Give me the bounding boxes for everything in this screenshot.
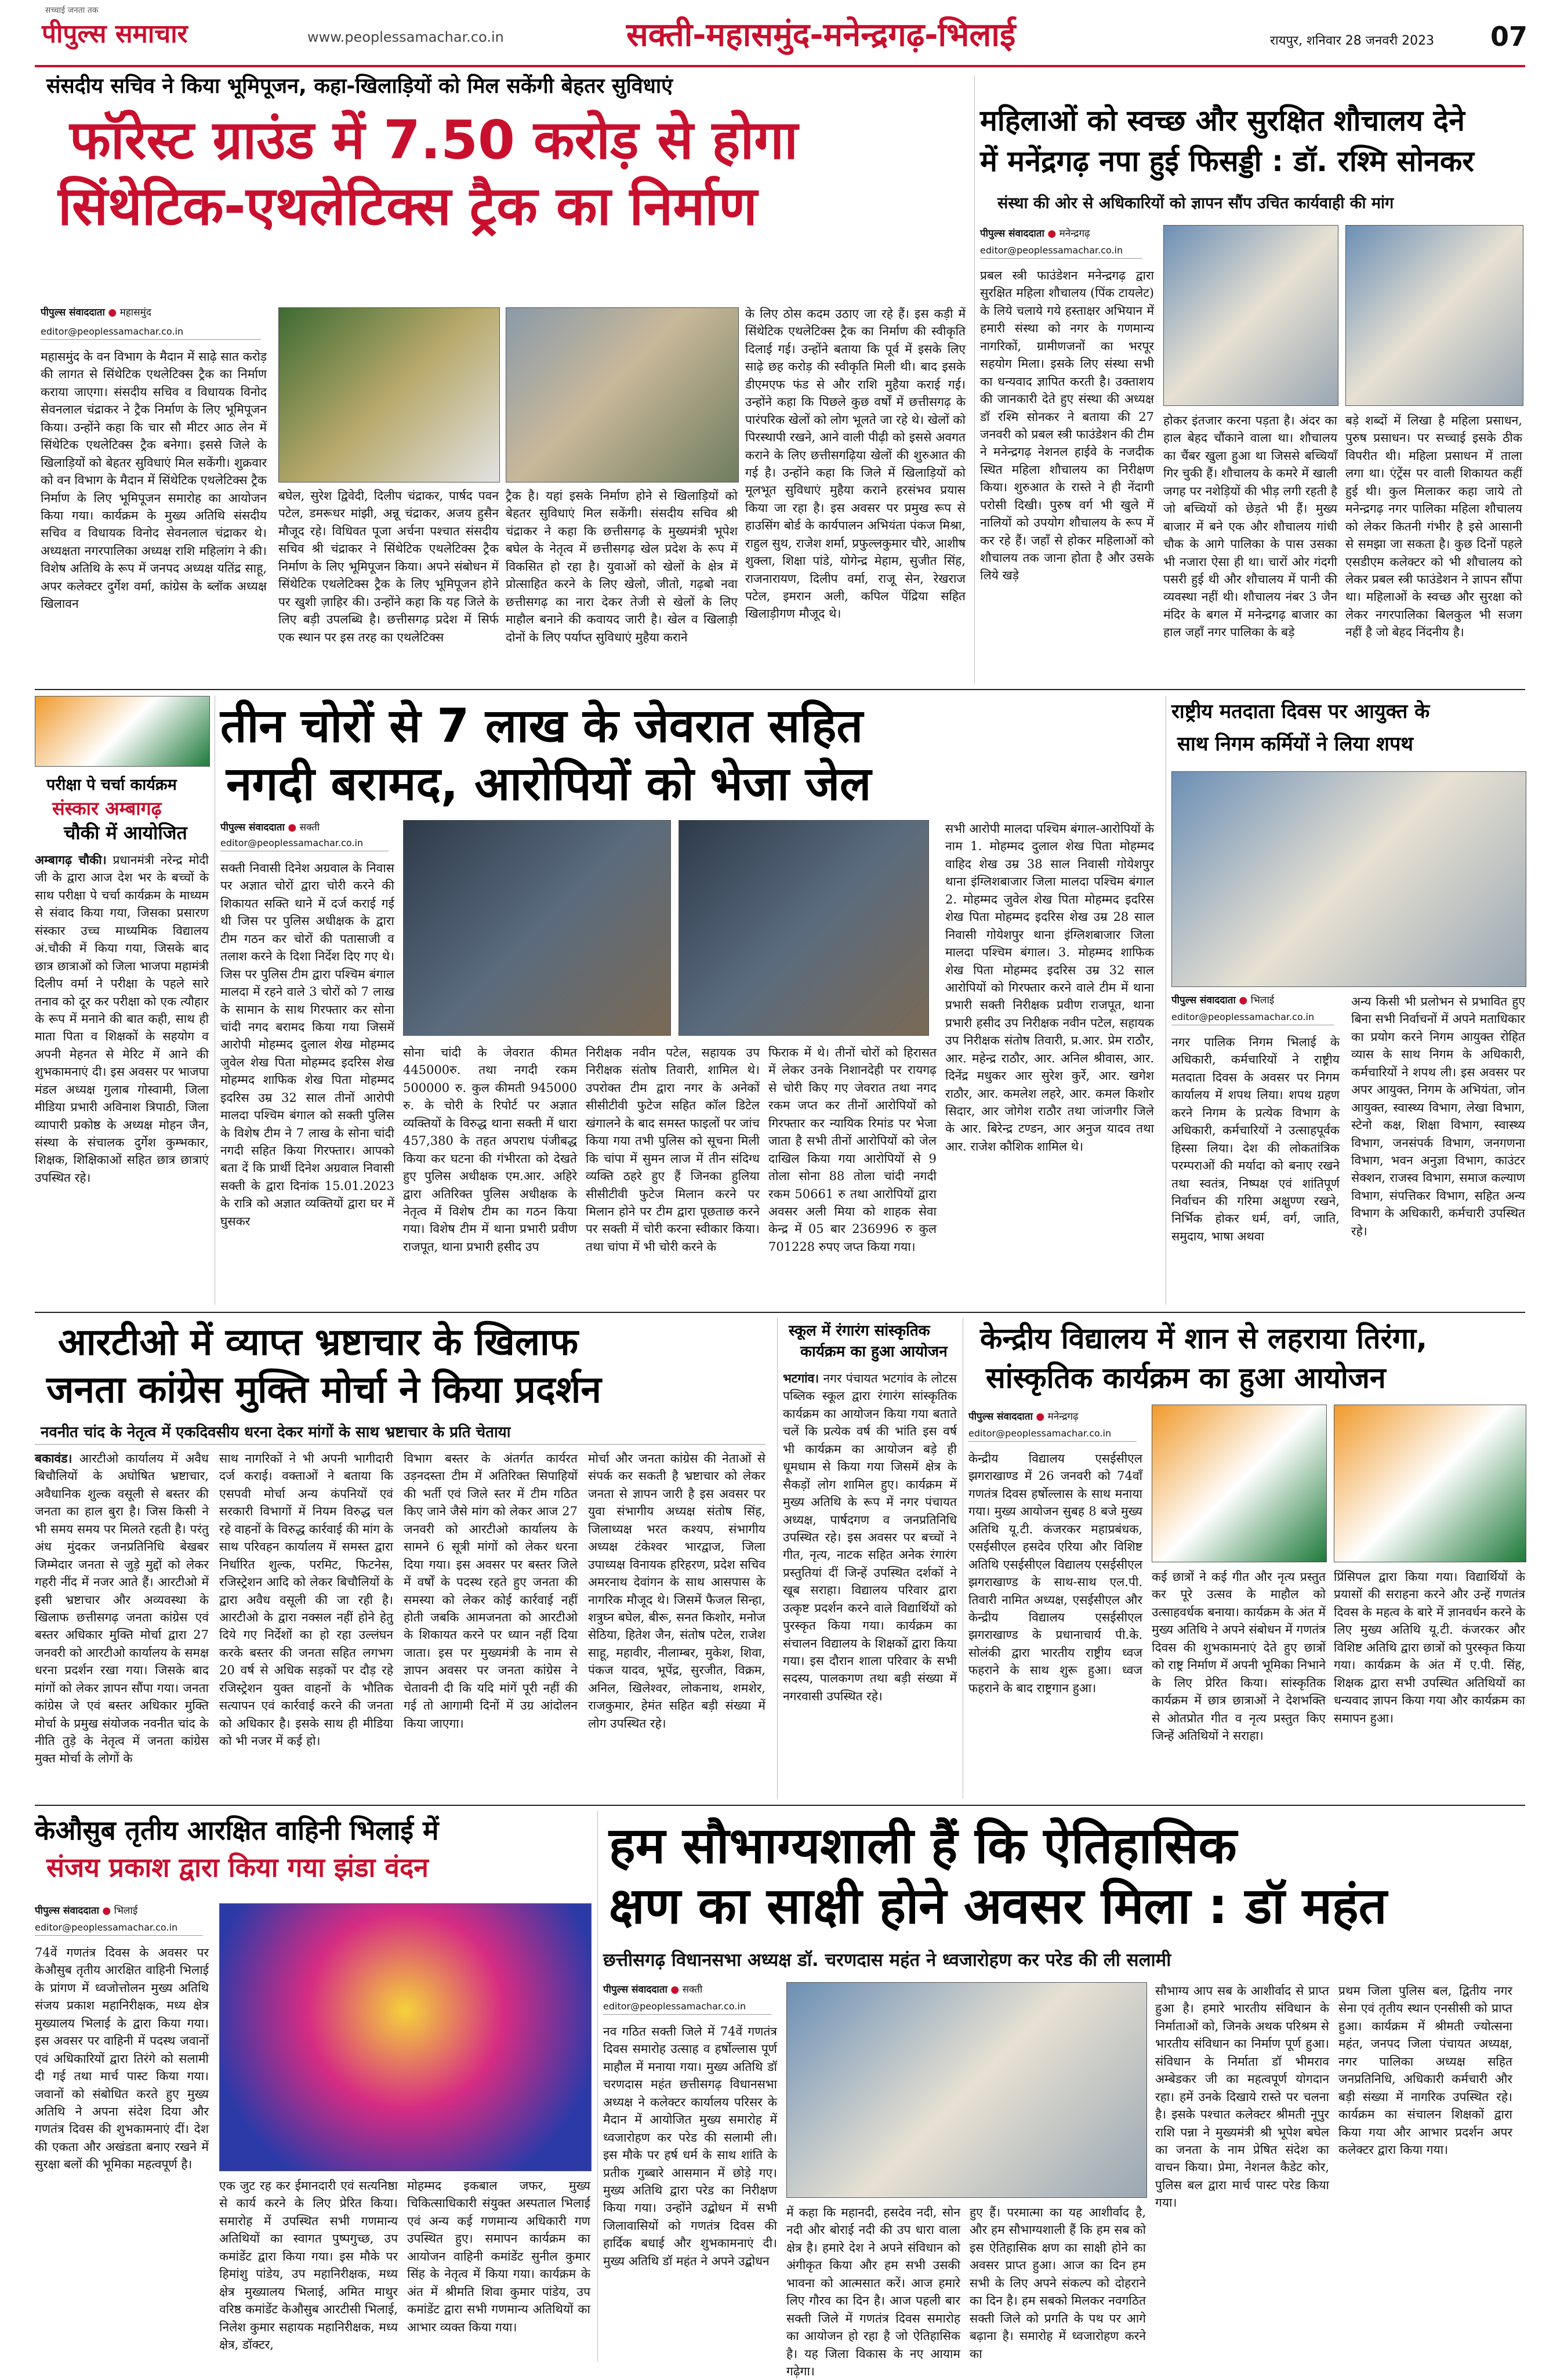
- divider-v4: [777, 1318, 778, 1799]
- byline-place: मनेन्द्रगढ़: [1047, 1411, 1079, 1423]
- byline-name: पीपुल्स संवाददाता: [35, 1905, 99, 1917]
- divider-v6: [597, 1811, 598, 2361]
- article9-col2: एक जुट रह कर ईमानदारी एवं सत्यनिष्ठा से कार्य करने के लिए प्रेरित किया। समारोह में उपस्थित सभी गणमान्य अतिथियों का स्वागत पुष्पगुच्छ, उप कमांडेंट द्वारा किया गया। इस मौके पर हिमांशु पांडेय, उप महानिरीक्षक, मध्य क्षेत्र मुख्यालय भिलाई, अमित माथुर वरिष्ठ कमांडेंट केऔसुब आरटीसी भिलाई, निलेश कुमार सहायक महानिरीक्षक, मध्य क्षेत्र, डॉक्टर,: [219, 2179, 398, 2352]
- article8-email: editor@peoplessamachar.co.in: [968, 1428, 1137, 1442]
- region-sakti: सक्ती: [626, 16, 693, 54]
- article1-headline-1: फॉरेस्ट ग्राउंड में 7.50 करोड़ से होगा: [70, 109, 798, 171]
- article8-col1: केन्द्रीय विद्यालय एसईसीएल झगराखाण्ड में 26 जनवरी को 74वाँ गणतंत्र दिवस हर्षोल्लास के साथ मनाया गया। मुख्य आयोजन सुबह 8 बजे मुख्य अतिथि यू.टी. कंजरकर महाप्रबंधक, एसईसीएल हसदेव एरिया और विशिष्ट अतिथि एसईसीएल विद्यालय एसईसीएल झगराखाण्ड के साथ-साथ एल.पी. तिवारी नामित अध्यक्ष, एसईसीएल और केन्द्रीय विद्यालय एसईसीएल झगराखाण्ड के प्रधानाचार्य पी.के. सोलंकी द्वारा भारतीय राष्ट्रीय ध्वज फहराने के साथ शुरू हुआ। ध्वज फहराने के बाद राष्ट्रगान हुआ।: [968, 1452, 1142, 1695]
- article5-photo: [1171, 771, 1526, 987]
- article5-col2: अन्य किसी भी प्रलोभन से प्रभावित हुए बिना सभी निर्वाचनों में अपने मताधिकार का प्रयोग करने निगम आयुक्त रोहित व्यास के साथ निगम के अधिकारी, कर्मचारियों ने शपथ ली। इस अवसर पर अपर आयुक्त, निगम के अभियंता, जोन आयुक्त, स्वास्थ्य विभाग, लेखा विभाग, स्टेनो कक्ष, शिक्षा विभाग, स्वास्थ्य विभाग, जनसंपर्क विभाग, जनगणना विभाग, भवन अनुज्ञा विभाग, काउंटर सेक्शन, राजस्व विभाग, समाज कल्याण विभाग, संपत्तिकर विभाग, सहित अन्य विभाग के अधिकारी, कर्मचारी उपस्थित रहे।: [1351, 995, 1525, 1238]
- article1-byline: पीपुल्स संवाददाता ● महासमुंद: [41, 307, 151, 318]
- article8-photo-2: [1334, 1405, 1526, 1562]
- article5-headline-2: साथ निगम कर्मियों ने लिया शपथ: [1177, 732, 1414, 756]
- article2-col2: होकर इंतजार करना पड़ता है। अंदर का हाल बेहद चौंकाने वाला था। शौचालय का चैंबर खुला हुआ था जिससे बच्चियाँ गिर चुकी हैं। शौचालय के कमरे में खाली जगह पर नशेड़ियों की भीड़ लगी रहती है जो बच्चियों को छेड़ते भी हैं। मुख्य बाजार में बने एक और शौचालय गांधी चौक के आगे पालिका के पास उसका भी नजारा ऐसा ही था। चारों ओर गंदगी पसरी हुई थी और शौचालय में पानी की व्यवस्था नहीं थी। शौचालय नंबर 3 जैन मंदिर के बगल में मनेन्द्रगढ़ बाजार का हाल जहाँ नगर पालिका के बड़े: [1163, 413, 1337, 640]
- byline-name: पीपुल्स संवाददाता: [41, 307, 105, 318]
- article-dr-mahant: [603, 1811, 1525, 2378]
- article5-col1: नगर पालिक निगम भिलाई के अधिकारी, कर्मचारियों ने राष्ट्रीय मतदाता दिवस के अवसर पर निगम कार्यालय में शपथ लिया। शपथ ग्रहण करने निगम के प्रत्येक विभाग के अधिकारी, कर्मचारियों ने उत्साहपूर्वक हिस्सा लिया। देश की लोकतांत्रिक परम्पराओं की मर्यादा को बनाए रखने तथा स्वतंत्र, निष्पक्ष एवं शांतिपूर्ण निर्वाचन की गरिमा अक्षुण्ण रखने, निर्भिक होकर धर्म, वर्ग, जाति, समुदाय, भाषा अथवा: [1171, 1035, 1340, 1243]
- article5-headline-1: राष्ट्रीय मतदाता दिवस पर आयुक्त के: [1171, 700, 1430, 723]
- article8-byline: पीपुल्स संवाददाता ● मनेन्द्रगढ़: [968, 1411, 1079, 1423]
- article4-headline-3: चौकी में आयोजित: [64, 822, 187, 844]
- article9-photo: [219, 1903, 592, 2171]
- masthead-website: www.peoplessamachar.co.in: [307, 29, 504, 45]
- article-forest-ground: [35, 75, 968, 690]
- article8-headline-2: सांस्कृतिक कार्यक्रम का हुआ आयोजन: [986, 1361, 1386, 1395]
- article1-kicker: संसदीय सचिव ने किया भूमिपूजन, कहा-खिलाड़ियों को मिल सकेंगी बेहतर सुविधाएं: [46, 74, 673, 98]
- article2-col3: बड़े शब्दों में लिखा है महिला प्रसाधन, पुरुष प्रसाधन। पर सच्चाई इसके ठीक विपरीत थी। महिला प्रसाधन में ताला लगा था। एंट्रेंस पर वाली शिकायत कहीं हुई थी। कुल मिलाकर कहा जाये तो मनेन्द्रगढ़ नगर पालिका महिला शौचालय को लेकर कितनी गंभीर है इसे आसानी से समझा जा सकता है। कुछ दिनों पहले एसडीएम कलेक्टर को भी शौचालय को लेकर प्रबल स्त्री फाउंडेशन ने ज्ञापन सौंपा था। महिलाओं के स्वच्छ और सुरक्षा को लेकर नगरपालिका बिलकुल भी सजग नहीं है जो बेहद निंदनीय है।: [1345, 413, 1522, 640]
- article2-headline-1: महिलाओं को स्वच्छ और सुरक्षित शौचालय देने: [980, 104, 1465, 137]
- page-number: 07: [1490, 21, 1528, 52]
- divider-h3: [35, 1805, 1525, 1806]
- byline-name: पीपुल्स संवाददाता: [603, 1984, 667, 1996]
- article6-col4: मोर्चा और जनता कांग्रेस की नेताओं से संपर्क कर सकती है भ्रष्टाचार को लेकर जनता से ज्ञापन जारी है इस अवसर पर युवा संभागीय अध्यक्ष संतोष सिंह, जिलाध्यक्ष भरत कश्यप, संभागीय अध्यक्ष टंकेश्वर भारद्वाज, जिला उपाध्यक्ष विनायक हरिहरण, प्रदेश सचिव अमरनाथ देवांगन के साथ आसपास के नागरिक मौजूद थे। जिसमें फैजल सिन्हा, शत्रुघ्न बघेल, बीरू, सनत किशोर, मनोज सेठिया, हितेश जैन, संतोष पटेल, राजेश साहू, महावीर, नीलाम्बर, मुकेश, शिवा, पंकज यादव, भूपेंद्र, सुरजीत, विक्रम, अनिल, खिलेश्वर, लोकनाथ, शमशेर, राजकुमार, हेमंत सहित बड़ी संख्या में लोग उपस्थित रहे।: [588, 1452, 765, 1730]
- article3-headline-2: नगदी बरामद, आरोपियों को भेजा जेल: [226, 757, 872, 811]
- article6-col3: विभाग बस्तर के अंतर्गत कार्यरत उड़नदस्ता टीम में अतिरिक्त सिपाहियों की भर्ती एवं जिले स्तर में टीम गठित किए जाने जैसे मांग को लेकर आज 27 जनवरी को आरटीओ कार्यालय के सामने 6 सूत्री मांगों को लेकर धरना दिया गया। इस अवसर पर बस्तर जिले में वर्षों के पदस्थ रहते हुए जनता की समस्या को लेकर कोई कार्रवाई नहीं होती जबकि आमजनता को आरटीओ के शिकायत करने पर ध्यान नहीं दिया जाता। इस पर मुख्यमंत्री के नाम से ज्ञापन अवसर पर जनता कांग्रेस ने चेतावनी दी कि यदि मांगें पूरी नहीं की गई तो आगामी दिनों में उग्र आंदोलन किया जाएगा।: [404, 1452, 578, 1730]
- article3-col5: सभी आरोपी मालदा पश्चिम बंगाल-आरोपियों के नाम 1. मोहम्मद दुलाल शेख पिता मोहम्मद वाहिद शेख उम्र 38 साल निवासी गोयेशपुर थाना इंग्लिशबाजार जिला मालदा पश्चिम बंगाल 2. मोहम्मद जुवेल शेख पिता मोहम्मद इदरिस शेख पिता मोहम्मद इदरिस शेख उम्र 28 साल निवासी गोयेशपुर थाना इंग्लिशबाजार जिला मालदा पश्चिम बंगाल। 3. मोहम्मद शाफिक शेख पिता मोहम्मद इदरिस उम्र 32 साल आरोपियों को गिरफ्तार करने वाले टीम में थाना प्रभारी सक्ती निरीक्षक प्रवीण राजपूत, थाना प्रभारी हसीद उप निरीक्षक नवीन पटेल, सहायक उप निरीक्षक संतोष तिवारी, प्र.आर. प्रेम राठौर, आर. महेन्द्र राठौर, आर. अनिल श्रीवास, आर. दिनेंद्र मधुकर आर सुरेश कुर्रे, आर. खगेश राठौर, आर. कमलेश लहरे, आर. कमल किशोर सिदार, आर जोगेश राठौर तथा जांजगीर जिले के आर. बिरेन्द्र टण्डन, आर अनुज यादव तथा आर. राजेश कौशिक शामिल थे।: [945, 822, 1154, 1153]
- article1-col2: बघेल, सुरेश द्विवेदी, दिलीप चंद्राकर, पार्षद पवन पटेल, डमरूधर मांझी, अन्नू चंद्राकर, अजय हुसैन मौजूद रहे। विधिवत पूजा अर्चना पश्चात संसदीय सचिव श्री चंद्राकर ने सिंथेटिक एथलेटिक्स ट्रैक निर्माण के लिए भूमिपूजन किया। अपने संबोधन में सिंथेटिक एथलेटिक्स ट्रैक के लिए भूमिपूजन होने पर खुशी ज़ाहिर की। उन्होंने कहा कि यह जिले के लिए बड़ी उपलब्धि है। छत्तीसगढ़ प्रदेश में सिर्फ एक स्थान पर इस तरह का एथलेटिक्स: [278, 489, 499, 644]
- article-women-toilet: [980, 75, 1525, 690]
- article6-lead: बकावंड।: [35, 1451, 72, 1465]
- article5-byline: पीपुल्स संवाददाता ● भिलाई: [1171, 995, 1275, 1006]
- article9-byline: पीपुल्स संवाददाता ● भिलाई: [35, 1905, 138, 1917]
- masthead-logo: पीपुल्स समाचार: [42, 19, 188, 49]
- article5-email: editor@peoplessamachar.co.in: [1171, 1011, 1334, 1025]
- article1-col4: के लिए ठोस कदम उठाए जा रहे हैं। इस कड़ी में सिंथेटिक एथलेटिक्स ट्रैक का निर्माण की स्वीकृति दिलाई गई। उन्होंने बताया कि पूर्व में इसके लिए साढ़े छह करोड़ की स्वीकृति मिली थी। बाद इसके डीएमएफ फंड से और राशि मुहैया कराई गई। उन्होंने कहा कि पिछले कुछ वर्षों में छत्तीसगढ़ के पारंपरिक खेलों को लोग भूलते जा रहे थे। खेलों को पिरस्थापी रखने, आने वाली पीढ़ी को इससे अवगत कराने के लिए छत्तीसगढ़िया खेलों की शुरुआत की गई है। उन्होंने कहा कि जिले में खिलाड़ियों को मूलभूत सुविधाएं मुहैया कराने हरसंभव प्रयास किया जा रहा है। इस अवसर पर प्रमुख रूप से हाउसिंग बोर्ड के कार्यपालन अभियंता पंकज मिश्रा, राहुल सुथ, राजेश शर्मा, प्रफुल्लकुमार चौरे, आशीष शुक्ला, शिक्षा पांडे, योगेन्द्र मेहाम, सुजीत सिंह, राजनारायण, दिलीप वर्मा, राजू सेन, रेखराज पटेल, इमरान अली, कपिल पेंद्रिया सहित खिलाड़ीगण मौजूद थे।: [745, 307, 966, 621]
- region-manendragarh: मनेन्द्रगढ़: [823, 16, 925, 54]
- article4-headline-1: परीक्षा पे चर्चा कार्यक्रम: [46, 776, 177, 794]
- article6-col1-text: आरटीओ कार्यालय में अवैध बिचौलियों के अघोषित भ्रष्टाचार, अवैधानिक शुल्क वसूली से बस्तर की जनता का हाल बुरा है। जिस किसी ने भी समय समय पर मिलते रहती है। परंतु अंध मुंदकर जनप्रतिनिधि बेखबर जिम्मेदार जनता से जुड़े मुद्दों को लेकर गहरी नींद में नजर आते हैं। आरटीओ में इसी भ्रष्टाचार और अव्यवस्था के खिलाफ छत्तीसगढ़ जनता कांग्रेस एवं बस्तर अधिकार मुक्ति मोर्चा द्वारा 27 जनवरी को आरटीओ कार्यालय के समक्ष धरना प्रदर्शन रखा गया। जिसके बाद मांगों को लेकर ज्ञापन सौंपा गया। जनता कांग्रेस जे एवं बस्तर अधिकार मुक्ति मोर्चा के प्रमुख संयोजक नवनीत चांद के नीति तुड़े के नेतृत्व में जनता कांग्रेस मुक्त मोर्चा के लोगों के: [35, 1452, 209, 1766]
- article9-headline-2: संजय प्रकाश द्वारा किया गया झंडा वंदन: [46, 1852, 429, 1883]
- article7-headline-2: कार्यक्रम का हुआ आयोजन: [800, 1343, 948, 1360]
- article-kv-republic-day: [968, 1318, 1525, 1805]
- article3-photo-2: [678, 820, 929, 1036]
- article9-col3: मोहम्मद इकबाल जफर, मुख्य चिकित्साधिकारी संयुक्त अस्पताल भिलाई एवं अन्य कई गणमान्य अधिकारी गण उपस्थित हुए। समापन कार्यक्रम का आयोजन वाहिनी कमांडेंट सुनील कुमार सिंह के नेतृत्व में किया गया। कार्यक्रम के अंत में श्रीमति शिवा कुमार पांडेय, उप कमांडेंट द्वारा सभी गणमान्य अतिथियों का आभार व्यक्त किया गया।: [407, 2179, 590, 2334]
- article8-col2: कई छात्रों ने कई गीत और नृत्य प्रस्तुत कर पूरे उत्सव के माहौल को उत्साहवर्धक बनाया। कार्यक्रम के अंत में मुख्य अतिथि ने अपने संबोधन में गणतंत्र दिवस की शुभकामनाएं देते हुए छात्रों को राष्ट्र निर्माण में अपनी भूमिका निभाने के लिए प्रेरित किया। सांस्कृतिक कार्यक्रम में छात्र छात्राओं ने देशभक्ति से ओतप्रोत गीत व नृत्य प्रस्तुत किए जिन्हें अतिथियों ने सराहा।: [1152, 1570, 1326, 1743]
- article4-body: [35, 851, 209, 1304]
- article7-text: नगर पंचायत भटगांव के लोटस पब्लिक स्कूल द्वारा रंगारंग सांस्कृतिक कार्यक्रम का आयोजन किया गया बताते चलें कि प्रत्येक वर्ष की भांति इस वर्ष भी कार्यक्रम का आयोजन बड़े ही धूमधाम से किया गया जिसमें क्षेत्र के सैकड़ों लोग शामिल हुए। कार्यक्रम में मुख्य अतिथि के रूप में नगर पंचायत अध्यक्ष, पार्षदगण व जनप्रतिनिधि उपस्थित रहे। इस अवसर पर बच्चों ने गीत, नृत्य, नाटक सहित अनेक रंगारंग प्रस्तुतियां दीं जिन्हें उपस्थित दर्शकों ने खूब सराहा। विद्यालय परिवार द्वारा उत्कृष्ट प्रदर्शन करने वाले विद्यार्थियों को पुरस्कृत किया गया। कार्यक्रम का संचालन विद्यालय के शिक्षकों द्वारा किया गया। इस दौरान शाला परिवार के सभी सदस्य, पालकगण तथा बड़ी संख्या में नगरवासी उपस्थित रहे।: [783, 1372, 957, 1703]
- masthead-region: सक्ती-महासमुंद-मनेन्द्रगढ़-भिलाई: [626, 16, 1016, 54]
- article2-photo-1: [1163, 225, 1338, 406]
- article10-col1: नव गठित सक्ती जिले में 74वें गणतंत्र दिवस समारोह उत्साह व हर्षोल्लास पूर्ण माहौल में मनाया गया। मुख्य अतिथि डॉ चरणदास महंत छत्तीसगढ़ विधानसभा अध्यक्ष ने कलेक्टर कार्यालय परिसर के मैदान में आयोजित मुख्य समारोह में ध्वजारोहण कर परेड की सलामी ली। इस मौके पर हर्ष धर्म के साथ शांति के प्रतीक गुब्बारे आसमान में छोड़े गए। मुख्य अतिथि द्वारा परेड का निरीक्षण किया गया। उन्होंने उद्बोधन में सभी जिलावासियों को गणतंत्र दिवस की हार्दिक बधाई और शुभकामनाएं दी। मुख्य अतिथि डॉ महंत ने अपने उद्बोधन: [603, 2025, 777, 2268]
- article3-email: editor@peoplessamachar.co.in: [220, 837, 389, 851]
- article2-headline-2: में मनेंद्रगढ़ नपा हुई फिसड्डी : डॉ. रश्मि सोनकर: [980, 144, 1474, 178]
- article3-col4: फिराक में थे। तीनों चोरों को हिरासत में लेकर उनके निशानदेही पर रायगढ़ से चोरी किए गए जेवरात तथा नगद रकम जप्त कर तीनों आरोपियों को गिरफ्तार कर न्यायिक रिमांड पर भेजा जाता है सभी तीनों आरोपियों को जेल दाखिल किया गया आरोपियों से 9 तोला सोना 88 तोला चांदी नगदी रकम 50661 रु तथा आरोपियों द्वारा अवसर अली मिया को शाहक सेवा केन्द्र में 05 बार 236996 रु कुल 701228 रुपए जप्त किया गया।: [768, 1046, 937, 1254]
- article4-photo: [35, 696, 210, 767]
- byline-place: सक्ती: [299, 822, 320, 833]
- article8-col3: प्रिंसिपल द्वारा किया गया। विद्यार्थियों के प्रयासों की सराहना करने और उन्हें गणतंत्र दिवस के महत्व के बारे में ज्ञानवर्धन करने के लिए मुख्य अतिथि यू.टी. कंजरकर और विशिष्ट अतिथि द्वारा छात्रों को पुरस्कृत किया गया। कार्यक्रम के अंत में ए.पी. सिंह, शिक्षक द्वारा सभी उपस्थित अतिथियों का धन्यवाद ज्ञापन किया गया और कार्यक्रम का समापन हुआ।: [1334, 1570, 1525, 1725]
- article7-body: [783, 1370, 957, 1798]
- article1-col1: महासमुंद के वन विभाग के मैदान में साढ़े सात करोड़ की लागत से सिंथेटिक एथलेटिक्स ट्रैक का निर्माण कराया जाएगा। संसदीय सचिव व विधायक विनोद सेवनलाल चंद्राकर ने ट्रैक निर्माण के लिए भूमिपूजन किया। उन्होंने कहा कि चार सौ मीटर आठ लेन में सिंथेटिक एथलेटिक्स ट्रैक बनेगा। इससे जिले के खिलाड़ियों को बेहतर सुविधाएं मिल सकेंगी। शुक्रवार को वन विभाग के मैदान में सिंथेटिक एथलेटिक्स ट्रैक निर्माण के लिए भूमिपूजन समारोह का आयोजन किया गया। कार्यक्रम के मुख्य अतिथि संसदीय सचिव व विधायक विनोद सेवनलाल चंद्राकर थे। अध्यक्षता नगरपालिका अध्यक्ष राशि महिलांग ने की। विशेष अतिथि के रूप में जनपद अध्यक्ष यतिंद्र साहू, अपर कलेक्टर दुर्गेश वर्मा, कांग्रेस के ब्लॉक अध्यक्ष खिलावन: [41, 350, 267, 611]
- article9-email: editor@peoplessamachar.co.in: [35, 1922, 203, 1936]
- byline-name: पीपुल्स संवाददाता: [1171, 995, 1236, 1006]
- masthead-rule: [35, 65, 1525, 67]
- article10-col5: प्रथम जिला पुलिस बल, द्वितीय नगर सेना एवं तृतीय स्थान एनसीसी को प्राप्त हुआ। कार्यक्रम में श्रीमती ज्योत्सना महंत, जनपद जिला पंचायत अध्यक्ष, नगर पालिका अध्यक्ष सहित जनप्रतिनिधि, अधिकारी कर्मचारी और बड़ी संख्या में नागरिक उपस्थित रहे। कार्यक्रम का संचालन शिक्षकों द्वारा किया गया और आभार प्रदर्शन अपर कलेक्टर द्वारा किया गया।: [1338, 1984, 1512, 2157]
- article2-deck: संस्था की ओर से अधिकारियों को ज्ञापन सौंप उचित कार्यवाही की मांग: [997, 194, 1394, 212]
- byline-place: भिलाई: [114, 1905, 138, 1917]
- article3-headline-1: तीन चोरों से 7 लाख के जेवरात सहित: [220, 699, 863, 753]
- article6-col2: साथ नागरिकों ने भी अपनी भागीदारी दर्ज कराई। वक्ताओं ने बताया कि एसपवी मोर्चा अन्य कंपनियों एवं सरकारी विभागों में नियम विरुद्ध चल रहे वाहनों के विरुद्ध कार्रवाई की मांग के साथ परिवहन कार्यालय में समस्त द्वारा निर्धारित शुल्क, परमिट, फिटनेस, रजिस्ट्रेशन आदि को लेकर बिचौलियों के द्वारा अवैध वसूली की जा रही है। आरटीओ के द्वारा नक्सल नहीं होने हेतु दिये गए निर्देशों का हो रहा उल्लंघन करके बस्तर की जनता सहित लगभग 20 वर्ष से अधिक सड़कों पर दौड़ रहे रजिस्ट्रेशन युक्त वाहनों के भौतिक सत्यापन एवं कार्रवाई करने की जनता को अधिकार है। इसके साथ ही मीडिया को भी नजर में कई हो।: [219, 1452, 393, 1748]
- article10-col4: सौभाग्य आप सब के आशीर्वाद से प्राप्त हुआ है। हमारे भारतीय संविधान के निर्माताओं को, जिनके अथक परिश्रम से भारतीय संविधान का निर्माण पूर्ण हुआ। संविधान के निर्माता डॉ भीमराव अम्बेडकर जी का महत्वपूर्ण योगदान रहा। हमें उनके दिखाये रास्ते पर चलना है। इसके पश्चात कलेक्टर श्रीमती नूपुर राशि पन्ना ने मुख्यमंत्री श्री भूपेश बघेल का जनता के नाम प्रेषित संदेश का वाचन किया। प्रेमा, नेशनल कैडेट कोर, पुलिस बल द्वारा मार्च पास्ट परेड किया गया।: [1155, 1984, 1329, 2210]
- byline-name: पीपुल्स संवाददाता: [980, 228, 1044, 240]
- article10-col2: में कहा कि महानदी, हसदेव नदी, सोन नदी और बोराई नदी की उप धारा वाला क्षेत्र है। हमारे देश ने अपने संविधान को अंगीकृत किया और हम सभी उसकी भावना को आत्मसात करें। आज हमारे लिए गौरव का दिन है। आज पहली बार सक्ती जिले में गणतंत्र दिवस समारोह का आयोजन हो रहा है जो ऐतिहासिक है। यह जिला विकास के नए आयाम गढ़ेगा।: [786, 2205, 960, 2378]
- article8-headline-1: केन्द्रीय विद्यालय में शान से लहराया तिरंगा,: [980, 1322, 1428, 1355]
- article3-col3: निरीक्षक नवीन पटेल, सहायक उप निरीक्षक संतोष तिवारी, शामिल थे। उपरोक्त टीम द्वारा नगर के अनेकों सीसीटीवी फुटेज सहित कॉल डिटेल खंगालने के बाद समस्त फाइलों पर जांच किया गया तभी पुलिस को सूचना मिली कि चांपा में सुमन लाज में तीन संदिग्ध व्यक्ति ठहरे हुए हैं जिनका हुलिया सीसीटीवी फुटेज मिलान करने पर मिलान होने पर टीम द्वारा पूछताछ करने पर सक्ती में चोरी करना स्वीकार किया। तथा चांपा में भी चोरी करने के: [586, 1046, 760, 1254]
- divider-h2: [35, 1312, 1525, 1313]
- masthead-date: रायपुर, शनिवार 28 जनवरी 2023: [1270, 34, 1435, 48]
- article10-byline: पीपुल्स संवाददाता ● सक्ती: [603, 1984, 703, 1996]
- article9-headline-1: केऔसुब तृतीय आरक्षित वाहिनी भिलाई में: [35, 1815, 439, 1846]
- article10-col3: हुए हैं। परमात्मा का यह आशीर्वाद है, और हम सौभाग्यशाली हैं कि हम सब को इस ऐतिहासिक क्षण का साक्षी होने का अवसर प्राप्त हुआ। आज का दिन हम सभी के लिए अपने संकल्प को दोहराने का दिन है। हम सबको मिलकर नवगठित सक्ती जिले को प्रगति के पथ पर आगे बढ़ाना है। समारोह में ध्वजारोहण करने का: [970, 2205, 1146, 2361]
- article10-headline-1: हम सौभाग्यशाली हैं कि ऐतिहासिक: [609, 1817, 1237, 1875]
- article1-photo-2: [506, 307, 739, 482]
- article-cisf-flag-hoisting: [35, 1811, 592, 2367]
- article-voter-day: [1171, 696, 1525, 1311]
- article6-headline-2: जनता कांग्रेस मुक्ति मोर्चा ने किया प्रदर्शन: [46, 1369, 601, 1412]
- byline-place: मनेन्द्रगढ़: [1059, 228, 1090, 240]
- article6-col1: [35, 1450, 209, 1798]
- divider-h1: [35, 689, 1525, 690]
- masthead-tagline: सच्चाई जनता तक: [45, 6, 99, 15]
- article3-byline: पीपुल्स संवाददाता ● सक्ती: [220, 822, 320, 833]
- article3-photo-1: [403, 820, 671, 1036]
- article4-headline-2: संस्कार अम्बागढ़: [52, 797, 162, 819]
- article10-photo: [786, 1982, 1147, 2198]
- byline-place: भिलाई: [1250, 995, 1275, 1006]
- article-rto-protest: [35, 1318, 771, 1805]
- article7-lead: भटगांव।: [783, 1371, 819, 1385]
- article6-deck-rule: [35, 1444, 765, 1445]
- article1-col3: ट्रैक है। यहां इसके निर्माण होने से खिलाड़ियों को बेहतर सुविधाएं मिल सकेंगी। संसदीय सचिव श्री चंद्राकर ने कहा कि छत्तीसगढ़ के मुख्यमंत्री भूपेश बघेल के नेतृत्व में छत्तीसगढ़ खेल प्रदेश के रूप में विकसित हो रहा है। युवाओं को खेलों के क्षेत्र में प्रोत्साहित करने के लिए खेलो, जीतो, गढ़बो नवा छत्तीसगढ़ का नारा देकर तेजी से खेलों के लिए माहौल बनाने की कवायद जारी है। खेल व खिलाड़ी दोनों के लिए पर्याप्त सुविधाएं मुहैया कराने: [506, 489, 738, 644]
- region-mahasamund: महासमुंद: [706, 16, 810, 54]
- byline-name: पीपुल्स संवाददाता: [968, 1411, 1033, 1423]
- article1-headline-2: सिंथेटिक-एथलेटिक्स ट्रैक का निर्माण: [58, 175, 757, 237]
- article-school-cultural: [783, 1318, 957, 1805]
- article-pariksha-pe-charcha: [35, 696, 209, 1311]
- article3-col1: सक्ती निवासी दिनेश अग्रवाल के निवास पर अज्ञात चोरों द्वारा चोरी करने की शिकायत सक्ति थाने में दर्ज कराई गई थी जिस पर पुलिस अधीक्षक के द्वारा टीम गठन कर चोरों की पतासाजी व तलाश करने के दिशा निर्देश दिए गए थे। जिस पर पुलिस टीम द्वारा पश्चिम बंगाल मालदा में रहने वाले 3 चोरों को 7 लाख के सामान के साथ गिरफ्तार कर सोना चांदी नगद बरामद किया गया जिसमें आरोपी मोहम्मद दुलाल शेख मोहम्मद जुवेल शेख पिता मोहम्मद इदरिस शेख मोहम्मद शाफिक शेख पिता मोहम्मद इदरिस उम्र 32 साल तीनों आरोपी मालदा पश्चिम बंगाल को सक्ती पुलिस के विशेष टीम ने 7 लाख के सोना चांदी नगदी सहित किया गिरफ्तार। आपको बता दें कि प्रार्थी दिनेश अग्रवाल निवासी सक्ती के द्वारा दिनांक 15.01.2023 के रात्रि को अज्ञात व्यक्तियों द्वारा घर में घुसकर: [220, 861, 394, 1228]
- byline-place: महासमुंद: [119, 307, 151, 318]
- article-three-thieves: [220, 696, 1160, 1311]
- article9-col1: 74वें गणतंत्र दिवस के अवसर पर केऔसुब तृतीय आरक्षित वाहिनी भिलाई के प्रांगण में ध्वजोत्तोलन मुख्य अतिथि संजय प्रकाश महानिरीक्षक, मध्य क्षेत्र मुख्यालय भिलाई के द्वारा किया गया। इस अवसर पर वाहिनी में पदस्थ जवानों एवं अधिकारियों द्वारा तिरंगे को सलामी दी गई तथा मार्च पास्ट किया गया। जवानों को संबोधित करते हुए मुख्य अतिथि ने अपना संदेश दिया और गणतंत्र दिवस की शुभकामनाएं दीं। देश की एकता और अखंडता बनाए रखने में सुरक्षा बलों की भूमिका महत्वपूर्ण है।: [35, 1946, 209, 2172]
- byline-place: सक्ती: [682, 1984, 703, 1996]
- article2-email: editor@peoplessamachar.co.in: [980, 245, 1142, 259]
- byline-name: पीपुल्स संवाददाता: [220, 822, 285, 833]
- article6-deck: नवनीत चांद के नेतृत्व में एकदिवसीय धरना देकर मांगों के साथ भ्रष्टाचार के प्रति चेताया: [41, 1424, 511, 1441]
- article2-byline: पीपुल्स संवाददाता ● मनेन्द्रगढ़: [980, 228, 1090, 240]
- article2-photo-2: [1345, 225, 1523, 406]
- article1-photo-1: [278, 307, 500, 482]
- article2-col1: प्रबल स्त्री फाउंडेशन मनेन्द्रगढ़ द्वारा सुरक्षित महिला शौचालय (पिंक टायलेट) के लिये चलाये गये हस्ताक्षर अभियान में हमारी संस्था को नगर के गणमान्य नागरिकों, ग्रामीणजनों का भरपूर सहयोग मिला। इसके लिए संस्था सभी का धन्यवाद ज्ञापित करती है। उक्ताशय की जानकारी देते हुए संस्था की अध्यक्ष डॉ रश्मि सोनकर ने बताया की 27 जनवरी को प्रबल स्त्री फाउंडेशन की टीम ने मनेन्द्रगढ़ नेशनल हाईवे के नजदीक स्थित महिला शौचालय का निरीक्षण किया। शुरुआत के रास्ते ने ही नेंदागी परोसी दिखी। पुरुष वर्ग भी खुले में नालियों को उपयोग शौचालय के रूप में कर रहे हैं। जहाँ से होकर महिलाओं को शौचालय तक जाना होता है और उसके लिये खड़े: [980, 269, 1154, 583]
- divider-v1: [974, 75, 975, 684]
- region-bhilai: भिलाई: [938, 16, 1016, 54]
- article7-headline-1: स्कूल में रंगारंग सांस्कृतिक: [789, 1322, 930, 1340]
- article10-headline-2: क्षण का साक्षी होने अवसर मिला : डॉ महंत: [609, 1877, 1387, 1935]
- article6-headline-1: आरटीओ में व्याप्त भ्रष्टाचार के खिलाफ: [58, 1321, 579, 1364]
- masthead: [0, 0, 1553, 64]
- article10-email: editor@peoplessamachar.co.in: [603, 2001, 771, 2015]
- article3-col2: सोना चांदी के जेवरात कीमत 445000रु. तथा नगदी रकम 500000 रु. कुल कीमती 945000 रु. के चोरी के रिपोर्ट पर अज्ञात व्यक्तियों के विरुद्ध थाना सक्ती में धारा 457,380 के तहत अपराध पंजीबद्ध किया कर घटना की गंभीरता को देखते हुए पुलिस अधीक्षक एम.आर. अहिरे द्वारा अतिरिक्त पुलिस अधीक्षक के नेतृत्व में विशेष टीम का गठन किया गया। विशेष टीम में थाना प्रभारी प्रवीण राजपूत, थाना प्रभारी हसीद उप: [403, 1046, 577, 1254]
- article4-text: प्रधानमंत्री नरेन्द्र मोदी जी के द्वारा आज देश भर के बच्चों के साथ परीक्षा पे चर्चा कार्यक्रम के माध्यम से संवाद किया गया, जिसका प्रसारण संस्कार उच्च माध्यमिक विद्यालय अं.चौकी में किया गया, जिसके बाद छात्र छात्राओं को जिला भाजपा महामंत्री दिलीप वर्मा ने परीक्षा के पहले सारे तनाव को दूर कर परीक्षा को एक त्यौहार के रूप में मनाने की बात कही, साथ ही माता पिता व शिक्षकों के सहयोग व अपनी मेहनत से मेरिट में आने की शुभकामनाएं दी। इस अवसर पर भाजपा मंडल अध्यक्ष गुलाब गोस्वामी, जिला मीडिया प्रभारी अविनाश त्रिपाठी, जिला व्यापारी प्रकोष्ठ के अध्यक्ष मोहन जैन, संस्था के संचालक दुर्गेश कुम्भकार, शिक्षक, शिक्षिकाओं सहित छात्र छात्राएं उपस्थित रहे।: [35, 853, 209, 1185]
- article8-photo-1: [1152, 1405, 1327, 1562]
- article1-email: editor@peoplessamachar.co.in: [41, 326, 261, 340]
- article10-deck: छत्तीसगढ़ विधानसभा अध्यक्ष डॉ. चरणदास महंत ने ध्वजारोहण कर परेड की ली सलामी: [603, 1950, 1171, 1971]
- article4-lead: अम्बागढ़ चौकी।: [35, 852, 107, 867]
